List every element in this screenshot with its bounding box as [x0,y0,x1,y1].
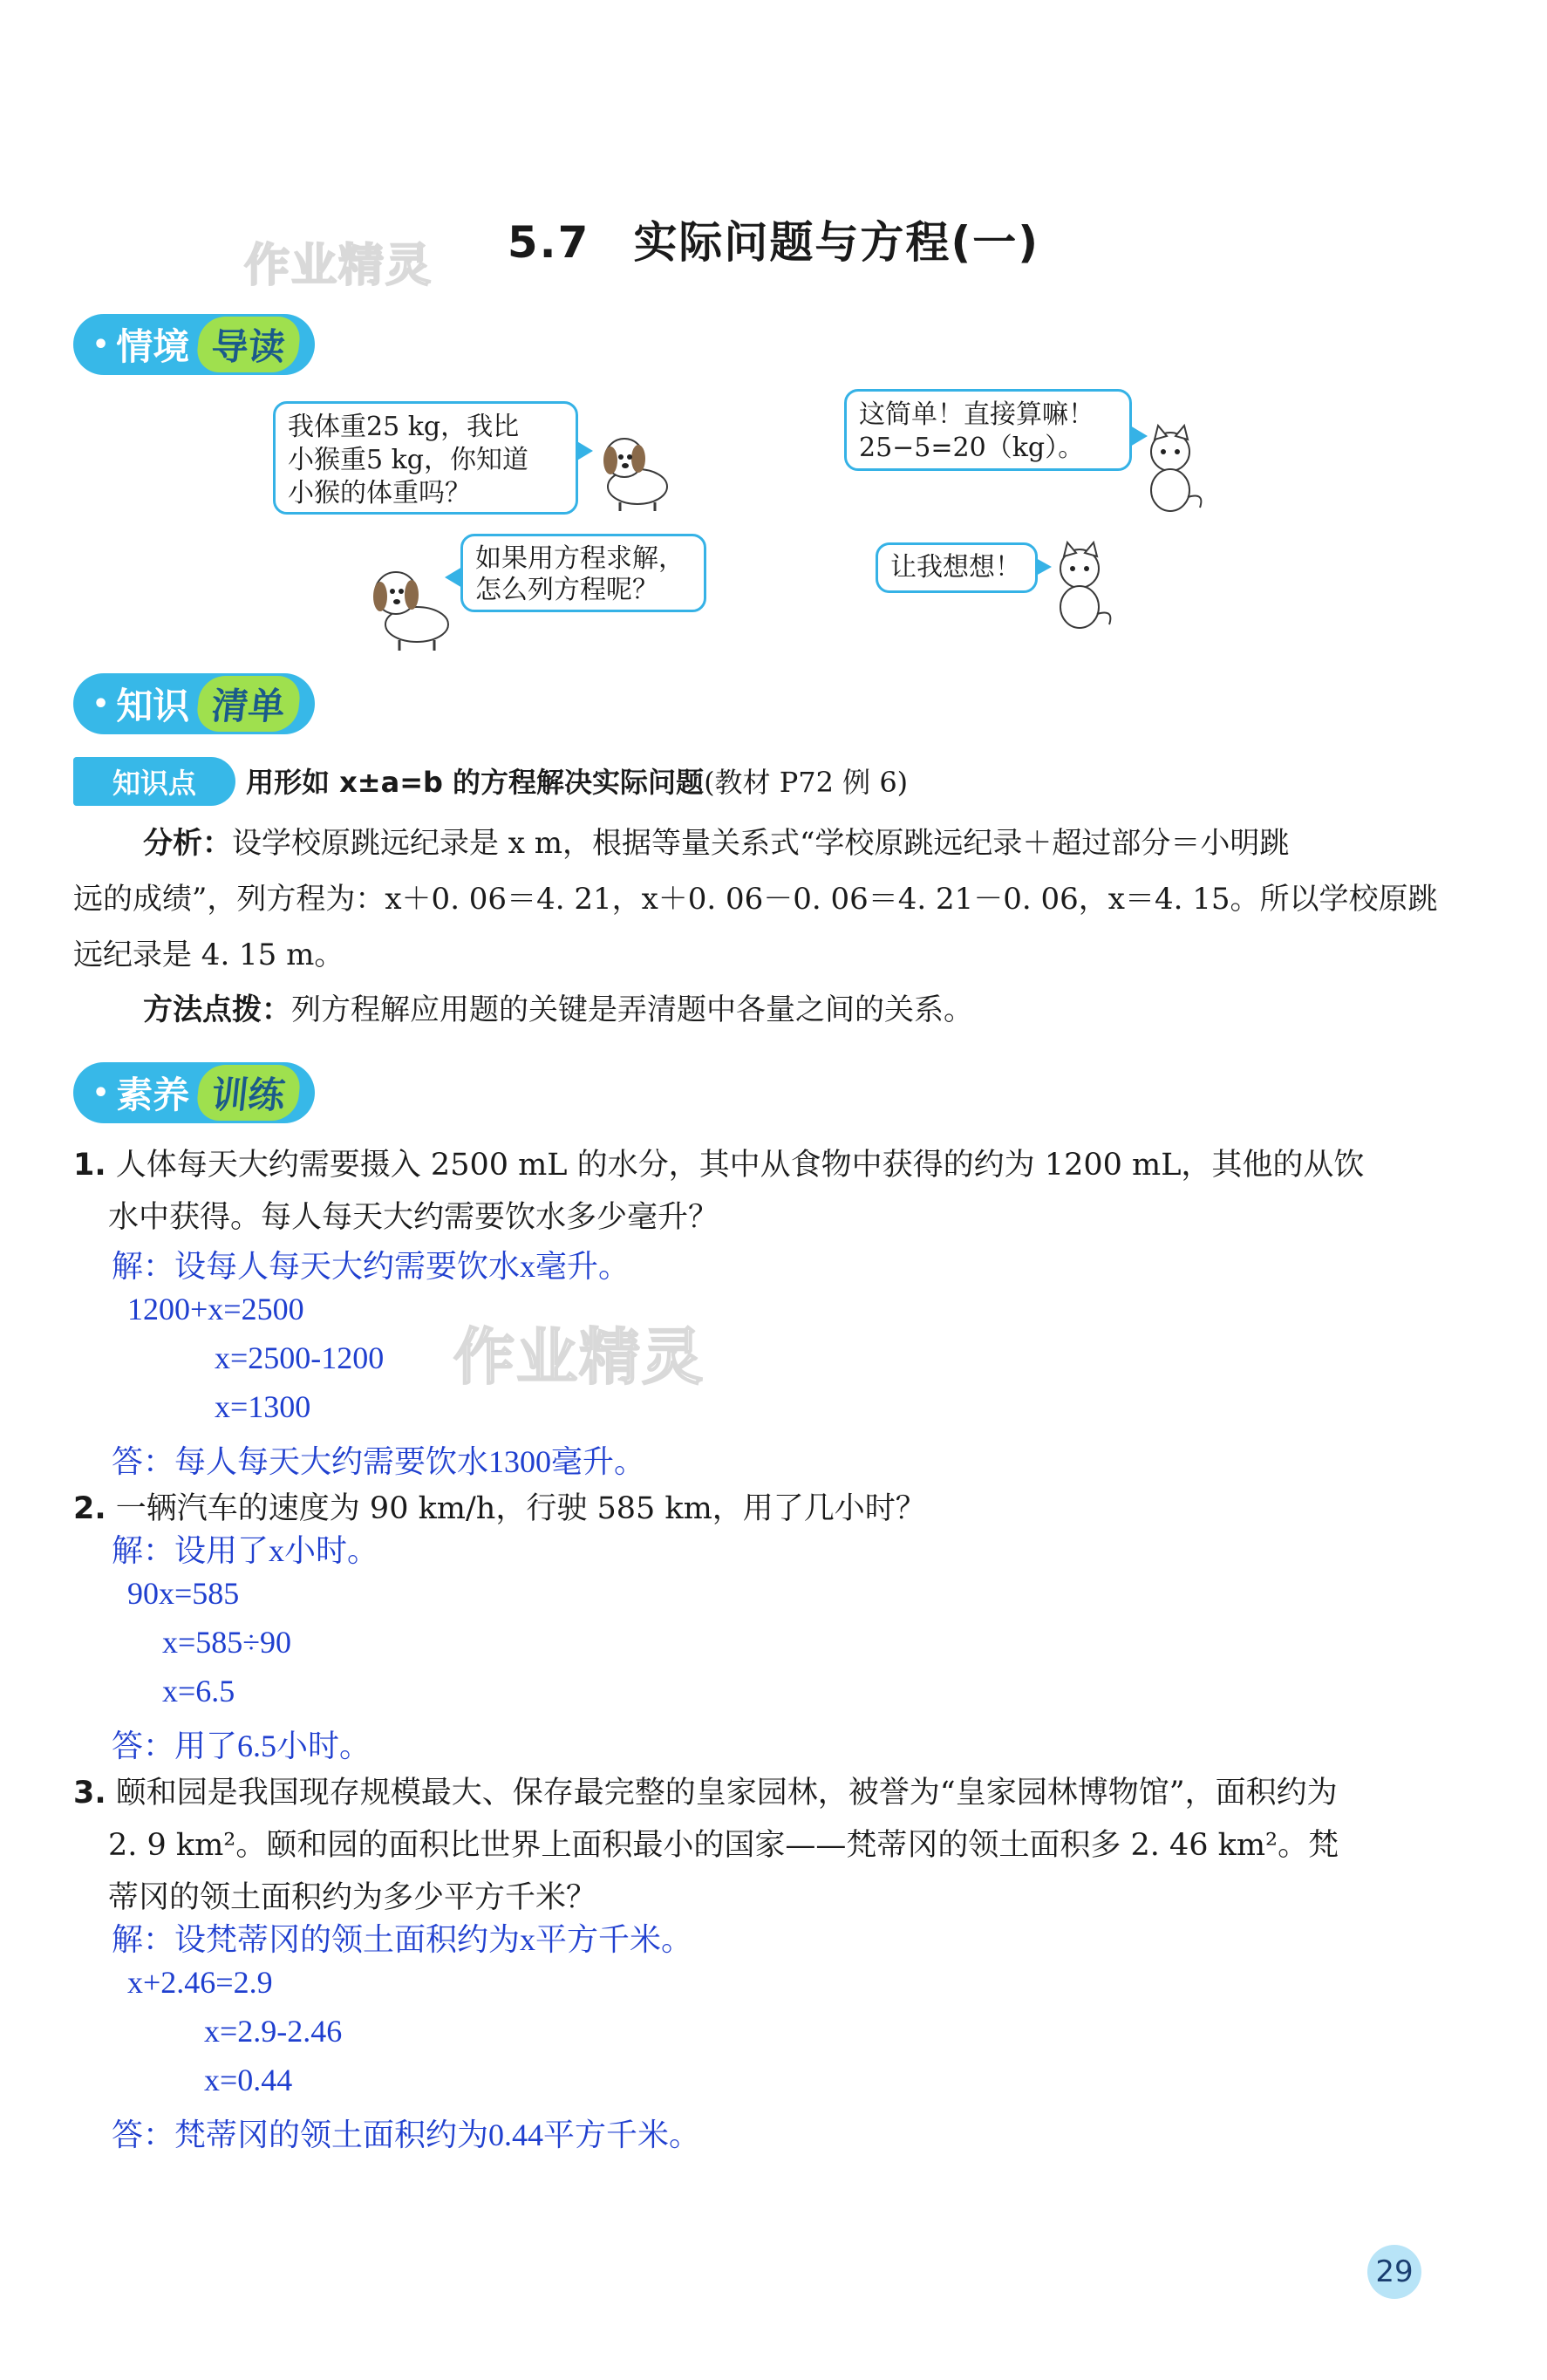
cat-icon [1134,424,1212,520]
answer-1-line-4: x=1300 [215,1389,311,1424]
page-number: 29 [1367,2245,1421,2299]
section-tab-intro: • 情境 导读 [73,314,315,375]
analysis-line-3: 远纪录是 4. 15 m。 [73,938,344,972]
method-text: 列方程解应用题的关键是弄清题中各量之间的关系。 [291,992,973,1027]
tab-practice-part2: 训练 [195,1065,303,1121]
tab-intro-part2: 导读 [195,317,303,372]
section-number: 5.7 [507,217,590,268]
answer-3-line-1: 解：设梵蒂冈的领土面积约为x平方千米。 [112,1922,693,1957]
answer-1-line-3: x=2500-1200 [215,1340,385,1375]
tab-knowledge-part2: 清单 [195,676,303,732]
point-title: 用形如 x±a=b 的方程解决实际问题 [246,766,705,799]
watermark: 作业精灵 [244,240,433,292]
method-tip [143,982,1469,1038]
question-2-line-1: 一辆汽车的速度为 90 km/h，行驶 585 km，用了几小时？ [115,1491,926,1526]
point-reference: (教材 P72 例 6) [704,766,909,799]
speech-bubble-dog-1: 我体重25 kg，我比 小猴重5 kg，你知道 小猴的体重吗？ [273,401,578,515]
speech-bubble-cat-1: 这简单！直接算嘛！ 25−5=20（kg）。 [844,389,1132,471]
answer-1-line-1: 解：设每人每天大约需要饮水x毫升。 [112,1249,630,1284]
method-label: 方法点拨： [143,992,291,1027]
analysis-label: 分析： [143,826,232,861]
section-tab-practice: • 素养 训练 [73,1062,315,1123]
question-1 [73,1139,1469,1244]
answer-2-line-3: x=585÷90 [162,1625,292,1660]
question-1-line-1: 人体每天大约需要摄入 2500 mL 的水分，其中从食物中获得的约为 1200 mL，其他的从饮 [115,1148,1365,1183]
question-3 [73,1767,1469,1924]
answer-2-line-2: 90x=585 [127,1576,240,1611]
page-title [0,208,1547,270]
answer-1-line-2: 1200+x=2500 [127,1292,304,1326]
tab-practice-part1: 素养 [116,1074,190,1116]
knowledge-point-badge: 知识点 [73,757,235,806]
answer-1-line-5: 答：每人每天大约需要饮水1300毫升。 [112,1444,646,1479]
tab-intro-part1: 情境 [116,325,190,368]
question-3-line-2: 2. 9 km²。颐和园的面积比世界上面积最小的国家——梵蒂冈的领土面积多 2. 46 km²。梵 [108,1828,1339,1863]
cat-icon-2 [1043,541,1121,637]
answer-2-line-4: x=6.5 [162,1674,235,1708]
question-3-line-1: 颐和园是我国现存规模最大、保存最完整的皇家园林，被誉为“皇家园林博物馆”，面积约为 [115,1776,1338,1811]
section-title: 实际问题与方程(一) [633,217,1040,268]
question-3-line-3: 蒂冈的领土面积约为多少平方千米？ [108,1880,597,1915]
dog-icon-2 [358,558,462,654]
answer-3-line-2: x+2.46=2.9 [127,1965,273,2000]
section-tab-knowledge: • 知识 清单 [73,673,315,734]
knowledge-point-title [246,760,908,801]
answer-2-line-5: 答：用了6.5小时。 [112,1729,371,1763]
watermark-2: 作业精灵 [453,1321,705,1393]
speech-bubble-dog-2: 如果用方程求解， 怎么列方程呢？ [460,534,706,612]
question-1-number: 1. [73,1148,106,1183]
answer-3-line-4: x=0.44 [204,2063,293,2097]
answer-3-line-3: x=2.9-2.46 [204,2014,343,2049]
analysis-paragraph [73,815,1469,983]
speech-bubble-cat-2: 让我想想！ [876,542,1038,593]
answer-2-line-1: 解：设用了x小时。 [112,1533,379,1568]
answer-3-line-5: 答：梵蒂冈的领土面积约为0.44平方千米。 [112,2117,701,2152]
dog-icon [589,427,685,515]
tab-knowledge-part1: 知识 [116,685,190,727]
analysis-line-2: 远的成绩”，列方程为：x＋0. 06＝4. 21，x＋0. 06－0. 06＝4. 21－0. 06，x＝4. 15。所以学校原跳 [73,882,1438,917]
question-1-line-2: 水中获得。每人每天大约需要饮水多少毫升？ [108,1200,719,1235]
analysis-line-1: 设学校原跳远纪录是 x m，根据等量关系式“学校原跳远纪录＋超过部分＝小明跳 [232,826,1290,861]
question-2-number: 2. [73,1491,106,1526]
question-3-number: 3. [73,1776,106,1811]
